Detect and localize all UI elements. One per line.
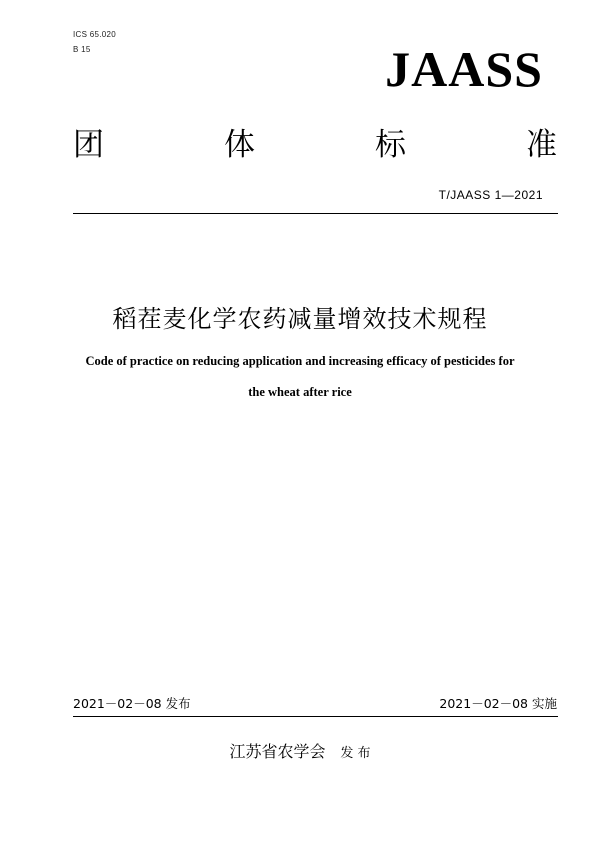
standard-number: T/JAASS 1—2021 (438, 188, 543, 202)
bottom-divider (73, 716, 558, 717)
publisher (0, 744, 600, 760)
ics-code: ICS 65.020 (73, 30, 117, 39)
document-type-char: 准 (526, 127, 557, 163)
top-divider (73, 213, 558, 214)
title-english-line-1: Code of practice on reducing application and increasing efficacy of pesticides for (85, 354, 515, 368)
publisher-organization: 江苏省农学会 (229, 742, 326, 761)
document-type-char: 体 (224, 127, 255, 163)
document-type-char: 标 (375, 127, 406, 163)
brand-logo-text: JAASS (385, 41, 543, 97)
document-type-char: 团 (73, 127, 104, 163)
title-chinese: 稻茬麦化学农药减量增效技术规程 (112, 305, 488, 333)
publisher-action: 发 布 (340, 746, 371, 761)
issue-date: 2021－02－08 发布 (73, 696, 191, 711)
document-type (73, 127, 557, 163)
ccs-code: B 15 (73, 45, 91, 54)
implementation-date: 2021－02－08 实施 (439, 696, 557, 711)
title-english-line-2: the wheat after rice (248, 385, 352, 399)
